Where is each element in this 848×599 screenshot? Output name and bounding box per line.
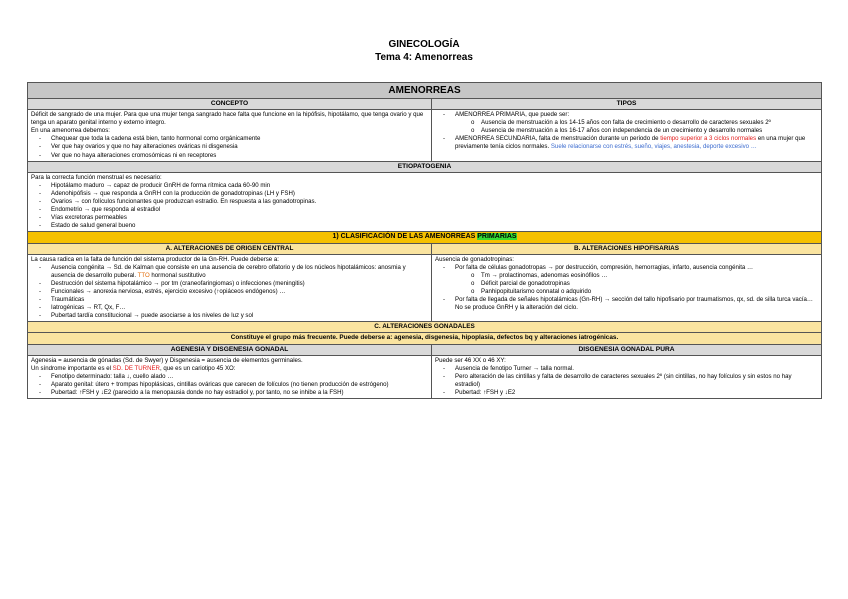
hipofisarias-list	[435, 264, 818, 313]
agenesia-line2-b: , que es un cariotipo 45 XO:	[159, 364, 236, 372]
list-item: - Ovarios → con folículos funcionantes que produzcan estradio. En respuesta a las gonadotropinas.	[31, 198, 818, 206]
central-cell	[28, 254, 432, 322]
list-item: - Endometrio → que responda al estradiol	[31, 206, 818, 214]
document-subtitle: Tema 4: Amenorreas	[375, 52, 473, 63]
sub-list-item: o Panhipopituitarismo connatal o adquirido	[435, 288, 818, 296]
concepto-heading: CONCEPTO	[28, 99, 432, 110]
list-item: - Vías excretoras permeables	[31, 214, 818, 222]
list-item: - AMENORREA PRIMARIA, que puede ser:	[435, 111, 818, 119]
gonadales-heading: C. ALTERACIONES GONADALES	[28, 322, 822, 333]
document-header	[0, 38, 848, 64]
concepto-list	[31, 135, 428, 159]
agenesia-line2-a: Un síndrome importante es el	[31, 364, 113, 372]
secundaria-blue-text: Suele relacionarse con estrés, sueño, viajes, anestesia, deporte excesivo …	[550, 143, 757, 151]
list-item: - Traumáticas	[31, 296, 428, 304]
clasificacion-heading	[28, 232, 822, 243]
list-item: - Estado de salud general bueno	[31, 222, 818, 230]
list-item: - Hipotálamo maduro → capaz de producir GnRH de forma rítmica cada 60-90 min	[31, 182, 818, 190]
pura-lead: Puede ser 46 XX o 46 XY:	[435, 356, 506, 364]
sub-list-item: o Déficit parcial de gonadotropinas	[435, 280, 818, 288]
secundaria-red-text: tiempo superior a 3 ciclos normales	[660, 135, 757, 143]
pura-cell	[432, 355, 822, 398]
secundaria-text-b: en una mujer que previamente tenía ciclos normales.	[455, 135, 806, 151]
clasificacion-prefix: 1) CLASIFICACIÓN DE LAS AMENORREAS	[332, 233, 478, 241]
etiopatogenia-lead: Para la correcta función menstrual es necesario:	[31, 173, 162, 181]
list-item: - Iatrogénicas → RT, Qx, F…	[31, 304, 428, 312]
clasificacion-highlight: PRIMARIAS	[477, 233, 517, 241]
list-item: - Chequear que toda la cadena está bien, tanto hormonal como orgánicamente	[31, 135, 428, 143]
sub-list-item: o Ausencia de menstruación a los 16-17 años con independencia de un crecimiento y desarrollo normales	[435, 127, 818, 135]
sub-list-item: o Ausencia de menstruación a los 14-15 años con falta de crecimiento o desarrollo de caracteres sexuales 2º	[435, 119, 818, 127]
hipofisarias-lead: Ausencia de gonadotropinas:	[435, 255, 514, 263]
pura-heading: DISGENESIA GONADAL PURA	[432, 344, 822, 355]
list-item: - Por falta de células gonadotropas → por destrucción, compresión, hemorragias, infarto, ausencia congénita …	[435, 264, 818, 272]
list-item: - Pubertad tardía constitucional → puede asociarse a los niveles de luz y sol	[31, 312, 428, 320]
list-item: - Por falta de llegada de señales hipotalámicas (Gn-RH) → sección del tallo hipofisario por traumatismos, qx, sd. de silla turca vacía… No se produce GnRH y la alteración del ciclo.	[435, 296, 818, 312]
agenesia-cell	[28, 355, 432, 398]
tipos-cell	[432, 110, 822, 162]
list-item	[435, 135, 818, 151]
turner-label: SD. DE TURNER	[112, 364, 160, 372]
list-item: - Ausencia de fenotipo Turner → talla normal.	[435, 365, 818, 373]
central-heading: A. ALTERACIONES DE ORIGEN CENTRAL	[28, 243, 432, 254]
list-item: - Destrucción del sistema hipotalámico → por tm (craneofaringiomas) o infecciones (meningitis)	[31, 280, 428, 288]
agenesia-line2	[31, 365, 428, 373]
list-item: - Ver que hay ovarios y que no hay alteraciones ováricas ni disgenesia	[31, 143, 428, 151]
etiopatogenia-cell	[28, 172, 822, 232]
sub-list-item: o Tm → prolactinomas, adenomas eosinófilos …	[435, 272, 818, 280]
central-item1-a: Ausencia congénita → Sd. de Kalman que consiste en una ausencia de cerebro olfatorio y de los núcleos hipotalámicos: anosmia y ausencia de desarrollo puberal.	[51, 263, 406, 279]
pura-list	[435, 365, 818, 397]
etiopatogenia-heading: ETIOPATOGENIA	[28, 161, 822, 172]
list-item	[31, 264, 428, 280]
concepto-intro: Déficit de sangrado de una mujer. Para que una mujer tenga sangrado hace falta que funcione en la hipófisis, hipotálamo, que tenga ovario y que tenga un aparato genital interno y externo integro.	[31, 111, 424, 127]
list-item: - Pubertad: ↑FSH y ↓E2	[435, 389, 818, 397]
list-item: - Adenohipófisis → que responda a GnRH con la producción de gonadotropinas (LH y FSH)	[31, 190, 818, 198]
central-item1-b: hormonal sustitutivo	[149, 271, 206, 279]
list-item: - Aparato genital: útero + trompas hipoplásicas, cintillas ováricas que carecen de folículos (no tienen producción de estrógeno)	[31, 381, 428, 389]
secundaria-text-a: AMENORREA SECUNDARIA, falta de menstruación durante un periodo de	[455, 135, 661, 143]
main-title: AMENORREAS	[28, 83, 822, 99]
agenesia-list	[31, 373, 428, 397]
list-item: - Ver que no haya alteraciones cromosómicas ni en receptores	[31, 152, 428, 160]
concepto-lead: En una amenorrea debemos:	[31, 127, 110, 135]
central-lead: La causa radica en la falta de función del sistema productor de la Gn-RH. Puede deberse a:	[31, 255, 279, 263]
concepto-cell	[28, 110, 432, 162]
hipofisarias-heading: B. ALTERACIONES HIPOFISARIAS	[432, 243, 822, 254]
tipos-heading: TIPOS	[432, 99, 822, 110]
gonadales-subheading: Constituye el grupo más frecuente. Puede deberse a: agenesia, disgenesia, hipoplasia, defectos bq y alteraciones iatrogénicas.	[28, 333, 822, 344]
agenesia-heading: AGENESIA Y DISGENESIA GONADAL	[28, 344, 432, 355]
list-item: - Funcionales → anorexia nerviosa, estrés, ejercicio excesivo (↑opiáceos endógenos) …	[31, 288, 428, 296]
hipofisarias-cell	[432, 254, 822, 322]
agenesia-line1: Agenesia = ausencia de gónadas (Sd. de Swyer) y Disgenesia = ausencia de elementos germinales.	[31, 356, 303, 364]
list-item: - Fenotipo determinado: talla ↓, cuello alado …	[31, 373, 428, 381]
list-item: - Pubertad: ↑FSH y ↓E2 (parecido a la menopausia donde no hay estradiol y, por tanto, no se inhibe a la FSH)	[31, 389, 428, 397]
list-item: - Pero alteración de las cintillas y falta de desarrollo de caracteres sexuales 2º (sin cintillas, no hay folículos y sin estos no hay estradiol)	[435, 373, 818, 389]
central-list	[31, 264, 428, 321]
central-item1-tto: TTO	[137, 271, 150, 279]
summary-table	[27, 82, 822, 399]
document-title: GINECOLOGÍA	[388, 39, 460, 50]
tipos-list	[435, 111, 818, 151]
etiopatogenia-list	[31, 182, 818, 231]
